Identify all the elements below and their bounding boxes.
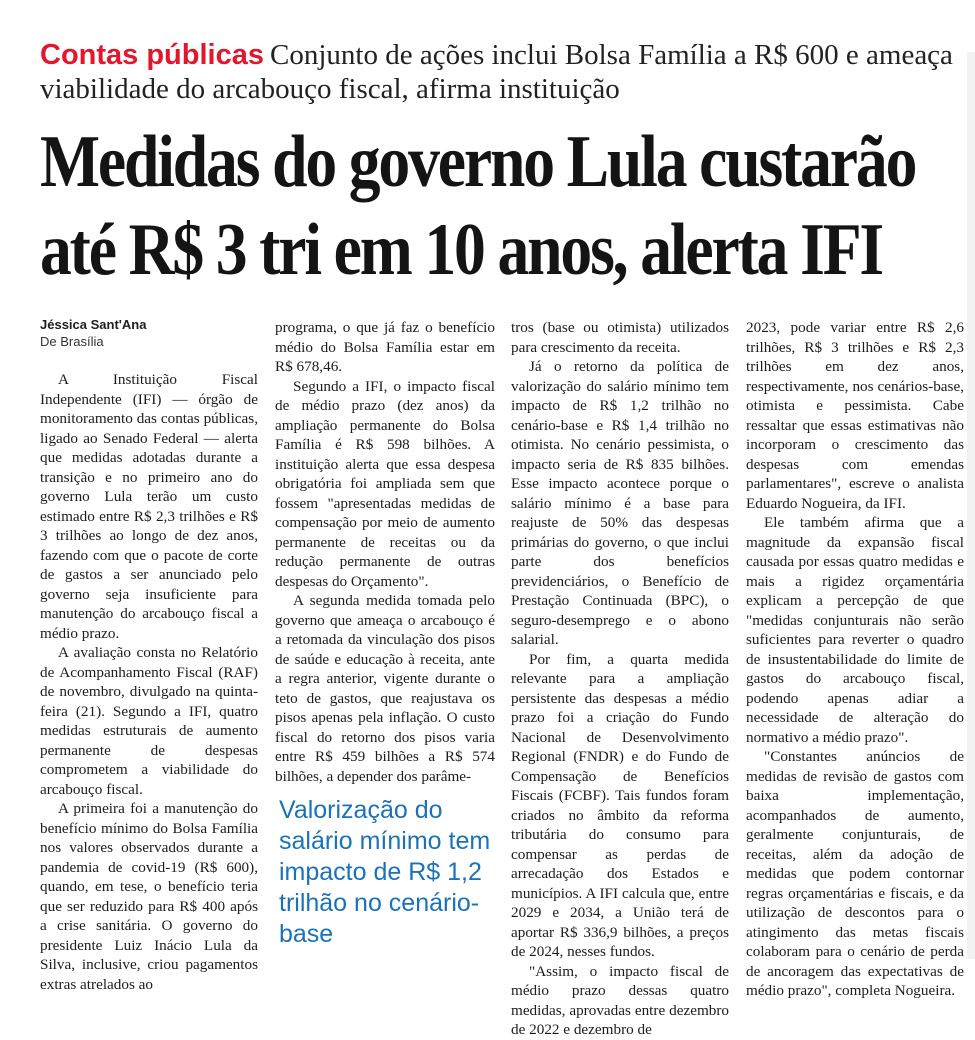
kicker bbox=[40, 38, 970, 106]
paragraph: Já o retorno da política de valorização do salário mínimo tem impacto de R$ 1,2 trilhão no cenário-base e R$ 1,4 trilhão no otimista. No cenário pessimista, o impacto seria de R$ 835 bilhões. Esse impacto acontece porque o salário mínimo é a base para reajuste de 50% das despesas primárias do governo, o que inclui parte dos benefícios previdenciários, o Benefício de Prestação Continuada (BPC), o seguro-desemprego e o abono salarial. bbox=[511, 358, 729, 648]
headline bbox=[40, 118, 916, 294]
section-label: Contas públicas bbox=[40, 39, 264, 71]
article-column-4 bbox=[746, 318, 964, 1001]
paragraph: programa, o que já faz o benefício médio do Bolsa Família estar em R$ 678,46. bbox=[275, 319, 495, 375]
paragraph: "Assim, o impacto fiscal de médio prazo dessas quatro medidas, aprovadas entre dezembro de 2022 e dezembro de bbox=[511, 962, 729, 1038]
paragraph: Por fim, a quarta medida relevante para a ampliação persistente das despesas a médio prazo foi a criação do Fundo Nacional de Desenvolvimento Regional (FNDR) e do Fundo de Compensação de Benefícios Fiscais (FCBF). Tais fundos foram criados no âmbito da reforma tributária do consumo para compensar as perdas de arrecadação dos Estados e municípios. A IFI calcula que, entre 2029 e 2034, a União terá de aportar R$ 336,9 bilhões, a preços de 2024, nesses fundos. bbox=[511, 650, 729, 960]
headline-line-2: até R$ 3 tri em 10 anos, alerta IFI bbox=[40, 209, 883, 291]
byline bbox=[40, 316, 260, 350]
paragraph: Ele também afirma que a magnitude da expansão fiscal causada por essas quatro medidas e mais a rigidez orçamentária explicam a percepção de que "medidas conjunturais não serão suficientes para reverter o quadro de insustentabilidade do limite de gastos do arcabouço fiscal, podendo apenas adiar a necessidade de alteração do normativo a médio prazo". bbox=[746, 514, 964, 746]
page-edge-shade bbox=[967, 52, 975, 959]
paragraph: A avaliação consta no Relatório de Acompanhamento Fiscal (RAF) de novembro, divulgado na quinta-feira (21). Segundo a IFI, quatro medidas estruturais de aumento permanente de despesas comprometem a viabilidade do arcabouço fiscal. bbox=[40, 644, 258, 798]
article-column-1 bbox=[40, 370, 258, 994]
byline-author: Jéssica Sant'Ana bbox=[40, 317, 147, 332]
paragraph: 2023, pode variar entre R$ 2,6 trilhões, R$ 3 trilhões e R$ 2,3 trilhões em dez anos, respectivamente, nos cenários-base, otimista e pessimista. Cabe ressaltar que essas estimativas não incorporam o crescimento das despesas com emendas parlamentares", escreve o analista Eduardo Nogueira, da IFI. bbox=[746, 319, 964, 512]
pull-quote: Valorização do salário mínimo tem impacto de R$ 1,2 trilhão no cenário-base bbox=[279, 796, 491, 948]
article-column-2 bbox=[275, 318, 495, 786]
kicker-text: Conjunto de ações inclui Bolsa Família a R$ 600 e ameaça viabilidade do arcabouço fiscal, afirma instituição bbox=[40, 39, 953, 105]
paragraph: A segunda medida tomada pelo governo que ameaça o arcabouço é a retomada da vinculação dos pisos de saúde e educação à receita, ante a regra anterior, vigente durante o teto de gastos, que reajustava os pisos apenas pela inflação. O custo fiscal do retorno dos pisos varia entre R$ 459 bilhões a R$ 574 bilhões, a depender dos parâme- bbox=[275, 592, 495, 785]
headline-line-1: Medidas do governo Lula custarão bbox=[40, 121, 916, 203]
article-column-3 bbox=[511, 318, 729, 1040]
paragraph: "Constantes anúncios de medidas de revisão de gastos com baixa implementação, acompanhados de aumento, geralmente conjunturais, de receitas, além da adoção de medidas que podem contornar regras orçamentárias e fiscais, e da utilização de descontos para o atingimento das metas fiscais colaboram para o cenário de perda de ancoragem das expectativas de médio prazo", completa Nogueira. bbox=[746, 748, 964, 999]
byline-place: De Brasília bbox=[40, 334, 104, 349]
paragraph: A primeira foi a manutenção do benefício mínimo do Bolsa Família nos valores observados durante a pandemia de covid-19 (R$ 600), quando, em tese, o benefício teria que ser reduzido para R$ 400 após a crise sanitária. O governo do presidente Luiz Inácio Lula da Silva, inclusive, criou pagamentos extras atrelados ao bbox=[40, 800, 258, 993]
paragraph: tros (base ou otimista) utilizados para crescimento da receita. bbox=[511, 319, 729, 356]
paragraph: A Instituição Fiscal Independente (IFI) — órgão de monitoramento das contas públicas, ligado ao Senado Federal — alerta que medidas adotadas durante a transição e no primeiro ano do governo Lula terão um custo estimado entre R$ 2,3 trilhões e R$ 3 trilhões ao longo de dez anos, fazendo com que o pacote de corte de gastos a ser anunciado pelo governo seja insuficiente para manutenção do arcabouço fiscal a médio prazo. bbox=[40, 371, 258, 642]
paragraph: Segundo a IFI, o impacto fiscal de médio prazo (dez anos) da ampliação permanente do Bolsa Família é R$ 598 bilhões. A instituição alerta que essa despesa obrigatória foi ampliada sem que fossem "apresentadas medidas de compensação por meio de aumento permanente de receitas ou da redução permanente de outras despesas do Orçamento". bbox=[275, 377, 495, 590]
